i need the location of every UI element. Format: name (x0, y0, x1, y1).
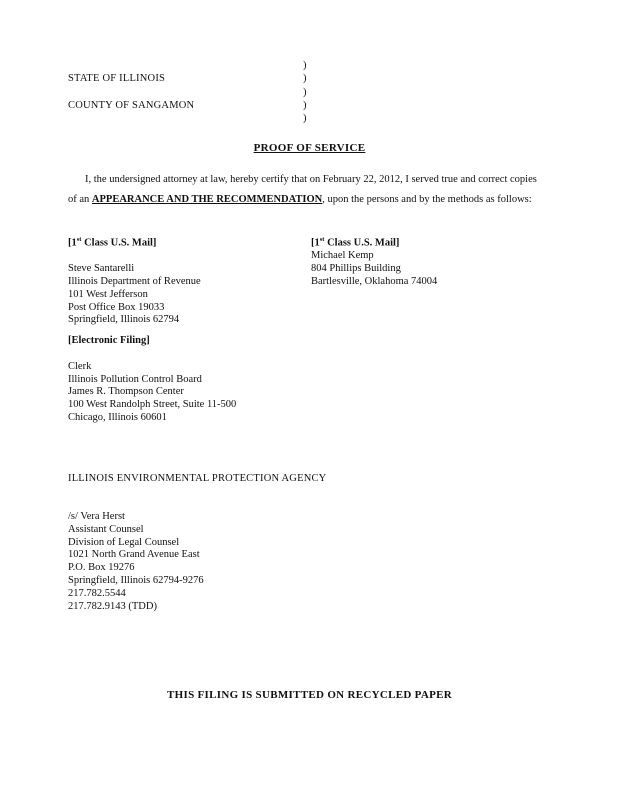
left-recipient-line: Post Office Box 19033 (68, 301, 165, 313)
recycled-paper-footer: THIS FILING IS SUBMITTED ON RECYCLED PAPER (167, 689, 452, 701)
signature-line: 217.782.9143 (TDD) (68, 600, 157, 612)
clerk-line: 100 West Randolph Street, Suite 11-500 (68, 399, 237, 411)
left-recipient-line: Steve Santarelli (68, 263, 135, 275)
right-service-block (311, 234, 437, 289)
caption-paren: ) (303, 100, 307, 111)
clerk-line: Illinois Pollution Control Board (68, 373, 202, 385)
electronic-filing-block (68, 335, 236, 425)
clerk-line: James R. Thompson Center (68, 386, 184, 398)
left-recipient-line: Springfield, Illinois 62794 (68, 314, 180, 326)
agency-name: ILLINOIS ENVIRONMENTAL PROTECTION AGENCY (68, 473, 327, 484)
county-caption: COUNTY OF SANGAMON (68, 100, 195, 111)
signature-line: Springfield, Illinois 62794-9276 (68, 574, 204, 586)
right-recipient-line: Bartlesville, Oklahoma 74004 (311, 275, 438, 287)
left-service-method: [1st Class U.S. Mail] (68, 236, 157, 249)
certification-outro: , upon the persons and by the methods as follows: (322, 194, 532, 205)
caption-paren: ) (303, 87, 307, 98)
right-recipient-line: 804 Phillips Building (311, 263, 401, 275)
certification-paragraph (68, 170, 548, 210)
signature-line: Assistant Counsel (68, 523, 144, 535)
signature-line: 217.782.5544 (68, 587, 126, 599)
state-caption: STATE OF ILLINOIS (68, 73, 166, 84)
caption-paren: ) (303, 113, 307, 124)
left-recipient-line: 101 West Jefferson (68, 288, 148, 300)
caption-paren: ) (303, 60, 307, 71)
signature-line: P.O. Box 19276 (68, 562, 135, 574)
right-recipient-line: Michael Kemp (311, 250, 374, 262)
right-service-method: [1st Class U.S. Mail] (311, 236, 400, 249)
signature-line: /s/ Vera Herst (68, 511, 125, 522)
left-recipient-line: Illinois Department of Revenue (68, 276, 201, 288)
electronic-filing-method: [Electronic Filing] (68, 335, 150, 346)
caption-paren: ) (303, 73, 307, 84)
left-service-block (68, 234, 201, 327)
signature-line: 1021 North Grand Avenue East (68, 549, 200, 561)
signature-line: Division of Legal Counsel (68, 536, 180, 548)
signature-block (68, 511, 204, 613)
document-name: APPEARANCE AND THE RECOMMENDATION (91, 194, 323, 205)
clerk-line: Chicago, Illinois 60601 (68, 411, 167, 423)
clerk-line: Clerk (68, 360, 92, 372)
document-title: PROOF OF SERVICE (253, 142, 366, 154)
certification-intro: I, the undersigned attorney at law, hereby certify that on February 22, 2012, I served true and correct copies of an (68, 174, 537, 205)
